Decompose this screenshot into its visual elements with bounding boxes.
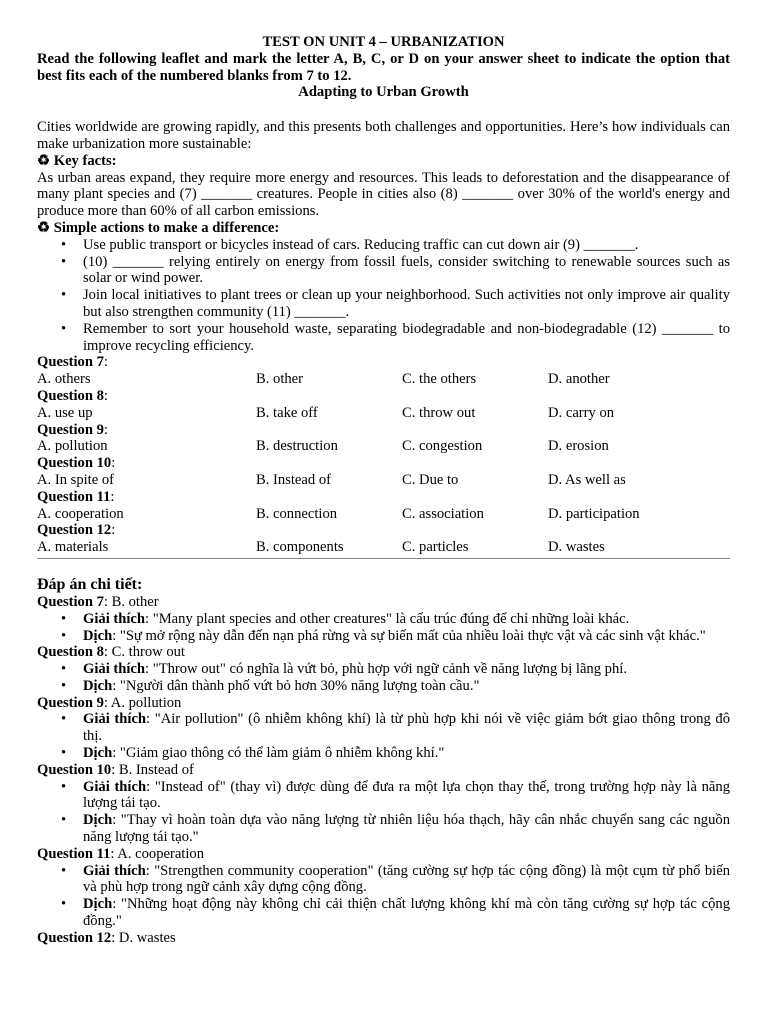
option-c: C. particles xyxy=(402,539,469,556)
option-b: B. connection xyxy=(256,505,338,522)
explanation-term: Giải thích xyxy=(83,661,146,678)
option-b: B. take off xyxy=(256,404,318,421)
action-item: • Join local initiatives to plant trees or clean up your neighborhood. Such activities not only improve air quality but also strengthen community (11) _______. xyxy=(83,287,730,321)
answer-question-label: Question 7 xyxy=(37,593,104,610)
answer-question-label: Question 10 xyxy=(37,761,112,778)
test-title: TEST ON UNIT 4 – URBANIZATION xyxy=(262,34,505,50)
option-a: A. cooperation xyxy=(37,505,124,522)
option-a: A. others xyxy=(37,371,91,388)
leaflet-title: Adapting to Urban Growth xyxy=(298,84,469,101)
instruction: Read the following leaflet and mark the letter A, B, C, or D on your answer sheet to indicate the option that best fits each of the numbered blanks from 7 to 12. xyxy=(37,50,730,84)
translation-term: Dịch xyxy=(83,745,113,762)
option-a: A. use up xyxy=(37,404,93,421)
translation-text: : "Giảm giao thông có thể làm giảm ô nhiễm không khí." xyxy=(112,745,445,762)
key-facts-heading: ♻ Key facts: xyxy=(37,152,117,169)
question-label: Question 10 xyxy=(37,455,112,472)
actions-heading: ♻ Simple actions to make a difference: xyxy=(37,219,280,236)
translation-text: : "Sự mở rộng này dẫn đến nạn phá rừng và sự biến mất của nhiều loài thực vật và các sinh vật khác." xyxy=(112,627,706,644)
option-d: D. erosion xyxy=(548,438,609,455)
option-d: D. participation xyxy=(548,505,640,522)
question-label: Question 8 xyxy=(37,387,104,404)
option-c: C. the others xyxy=(402,371,477,388)
option-c: C. congestion xyxy=(402,438,483,455)
translation-term: Dịch xyxy=(83,677,113,694)
option-a: A. pollution xyxy=(37,438,108,455)
answer-value: : C. throw out xyxy=(103,644,185,661)
translation-term: Dịch xyxy=(83,896,113,913)
question-label: Question 11 xyxy=(37,488,111,505)
question-label: Question 7 xyxy=(37,354,104,371)
actions-list xyxy=(37,237,730,355)
answer-value: : D. wastes xyxy=(111,929,176,946)
option-d: D. wastes xyxy=(548,539,605,556)
translation-term: Dịch xyxy=(83,812,113,829)
action-item: • (10) _______ relying entirely on energy from fossil fuels, consider switching to renewable sources such as solar or wind power. xyxy=(83,254,730,288)
explanation-term: Giải thích xyxy=(83,711,147,728)
question-label: Question 9 xyxy=(37,421,104,438)
answer-value: : B. other xyxy=(103,593,159,610)
option-d: D. As well as xyxy=(548,471,626,488)
answers-block xyxy=(37,594,730,947)
question-options xyxy=(37,472,730,489)
question-options xyxy=(37,506,730,523)
option-d: D. carry on xyxy=(548,404,615,421)
explanation-term: Giải thích xyxy=(83,610,146,627)
leaflet-intro: Cities worldwide are growing rapidly, and this presents both challenges and opportunities. Here’s how individuals can make urbanization more sustainable: xyxy=(37,119,730,152)
option-d: D. another xyxy=(548,371,610,388)
question-options xyxy=(37,405,730,422)
option-b: B. Instead of xyxy=(256,471,331,488)
document-page xyxy=(37,34,730,947)
divider xyxy=(37,558,730,559)
answer-question-label: Question 12 xyxy=(37,929,112,946)
explanation-text: : "Throw out" có nghĩa là vứt bỏ, phù hợp với ngữ cảnh về năng lượng bị lãng phí. xyxy=(145,661,627,678)
option-c: C. Due to xyxy=(402,471,459,488)
option-b: B. destruction xyxy=(256,438,338,455)
option-b: B. other xyxy=(256,371,304,388)
answers-heading: Đáp án chi tiết: xyxy=(37,575,143,593)
answer-question-label: Question 9 xyxy=(37,694,104,711)
answer-value: : A. cooperation xyxy=(110,845,205,862)
translation-term: Dịch xyxy=(83,627,113,644)
option-c: C. association xyxy=(402,505,484,522)
translation-text: : "Thay vì hoàn toàn dựa vào năng lượng từ nhiên liệu hóa thạch, hãy cân nhắc chuyển sang các nguồn năng lượng tái tạo." xyxy=(83,812,730,846)
questions-block: Question 7: A. others B. other C. the others D. another Question 8: A. use up B. take off C. throw out D. carry on Question 9: A. pollution B. destruction C. congestion D. erosion Question 10: A. In spite of B. Instead of C. Due to D. As well as Question 11: A. cooperation B. connection C. association D. participation Question 12: A. materials B. components C. particles D. wastes xyxy=(37,354,730,556)
option-a: A. In spite of xyxy=(37,471,115,488)
explanation-term: Giải thích xyxy=(83,862,146,879)
option-c: C. throw out xyxy=(402,404,476,421)
translation-text: : "Những hoạt động này không chỉ cải thiện chất lượng không khí mà còn tăng cường sự hợp tác cộng đồng." xyxy=(83,896,730,930)
option-a: A. materials xyxy=(37,539,109,556)
question-options xyxy=(37,539,730,556)
answer-value: : A. pollution xyxy=(103,694,182,711)
question-label: Question 12 xyxy=(37,522,112,539)
translation-text: : "Người dân thành phố vứt bỏ hơn 30% năng lượng toàn cầu." xyxy=(112,677,480,694)
answer-question-label: Question 11 xyxy=(37,845,111,862)
explanation-text: : "Air pollution" (ô nhiễm không khí) là từ phù hợp khi nói về việc giảm bớt giao thông trong đô thị. xyxy=(83,711,731,745)
answer-question-label: Question 8 xyxy=(37,644,104,661)
action-item: • Remember to sort your household waste, separating biodegradable and non-biodegradable (12) _______ to improve recycling efficiency. xyxy=(83,321,730,355)
explanation-text: : "Instead of" (thay vì) được dùng để đưa ra một lựa chọn thay thế, trong trường hợp này là năng lượng tái tạo. xyxy=(83,778,731,812)
option-b: B. components xyxy=(256,539,344,556)
key-facts-text: As urban areas expand, they require more energy and resources. This leads to deforestation and the disappearance of many plant species and (7) _______ creatures. People in cities also (8) _______ over 30% of the world's energy and produce more than 60% of all carbon emissions. xyxy=(37,169,730,220)
question-options xyxy=(37,371,730,388)
explanation-text: : "Many plant species and other creatures" là cấu trúc đúng để chỉ những loài khác. xyxy=(145,610,630,627)
explanation-term: Giải thích xyxy=(83,778,147,795)
action-item: • Use public transport or bicycles instead of cars. Reducing traffic can cut down air (9) _______. xyxy=(83,237,730,254)
explanation-text: : "Strengthen community cooperation" (tăng cường sự hợp tác cộng đồng) là một cụm từ phổ biến và phù hợp trong ngữ cảnh xây dựng cộng đồng. xyxy=(83,862,730,896)
question-options xyxy=(37,438,730,455)
answer-value: : B. Instead of xyxy=(111,761,194,778)
